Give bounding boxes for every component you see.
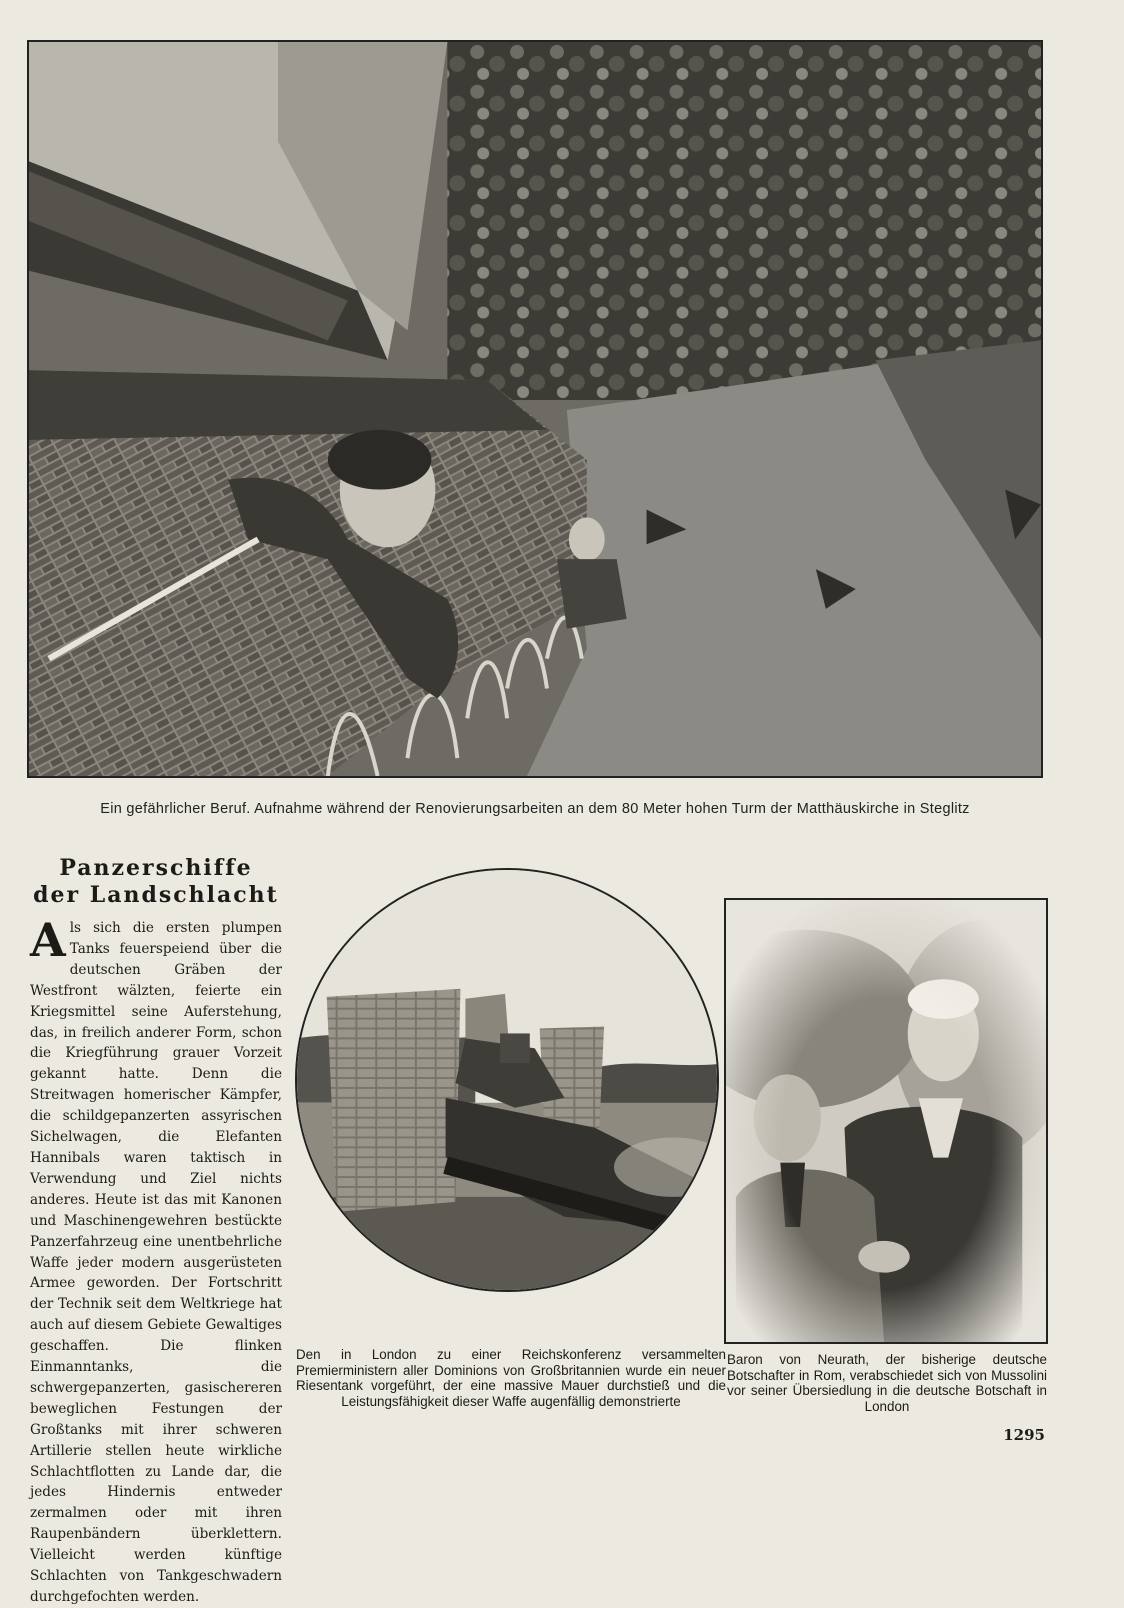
article-title	[30, 855, 282, 909]
neurath-mussolini-photo	[724, 898, 1048, 1344]
portrait-photo-caption: Baron von Neurath, der bisherige deutsche Botschafter in Rom, verabschiedet sich von Mussolini vor seiner Übersiedlung in die deutsche Botschaft in London	[727, 1352, 1047, 1414]
article-title-line-1: Panzerschiffe	[59, 855, 253, 881]
top-photo-caption: Ein gefährlicher Beruf. Aufnahme während der Renovierungsarbeiten an dem 80 Meter hohen Turm der Matthäuskirche in Steglitz	[100, 801, 970, 817]
neurath-mussolini-photo-image	[726, 900, 1046, 1342]
article-text: ls sich die ersten plumpen Tanks feuerspeiend über die deutschen Gräben der Westfront wälzten, feierte ein Kriegsmittel seine Auferstehung, das, in freilich anderer Form, schon die Kriegführung grauer Vorzeit gekannt hatte. Denn die Streitwagen homerischer Kämpfer, die schildgepanzerten assyrischen Sichelwagen, die Elefanten Hannibals waren taktisch in Verwendung und Ziel nichts anderes. Heute ist das mit Kanonen und Maschinengewehren bestückte Panzerfahrzeug eine unentbehrliche Waffe jeder modern ausgerüsteten Armee geworden. Der Fortschritt der Technik seit dem Weltkriege hat auch auf diesem Gebiete Gewaltiges geschaffen. Die flinken Einmanntanks, die schwergepanzerten, gasischereren beweglichen Festungen der Großtanks mit ihrer schweren Artillerie stellen heute wirkliche Schlachtflotten zu Lande dar, die jedes Hindernis entweder zermalmen oder mit ihren Raupenbändern überklettern. Vielleicht werden künftige Schlachten von Tankgeschwadern durchgefochten werden.	[30, 920, 282, 1605]
tank-photo-caption: Den in London zu einer Reichskonferenz versammelten Premierministern aller Dominions von Großbritannien wurde ein neuer Riesentank vorgeführt, der eine massive Mauer durchstieß und die Leistungsfähigkeit dieser Waffe augenfällig demonstrierte	[296, 1347, 726, 1409]
article-dropcap: A	[30, 913, 66, 967]
article-title-line-2: der Landschlacht	[33, 882, 279, 908]
tank-photo-image	[297, 870, 717, 1290]
tank-photo	[295, 868, 719, 1292]
page-number: 1295	[1003, 1426, 1045, 1444]
church-tower-photo	[27, 40, 1043, 778]
church-tower-photo-image	[29, 42, 1041, 776]
article-body	[30, 913, 282, 1608]
